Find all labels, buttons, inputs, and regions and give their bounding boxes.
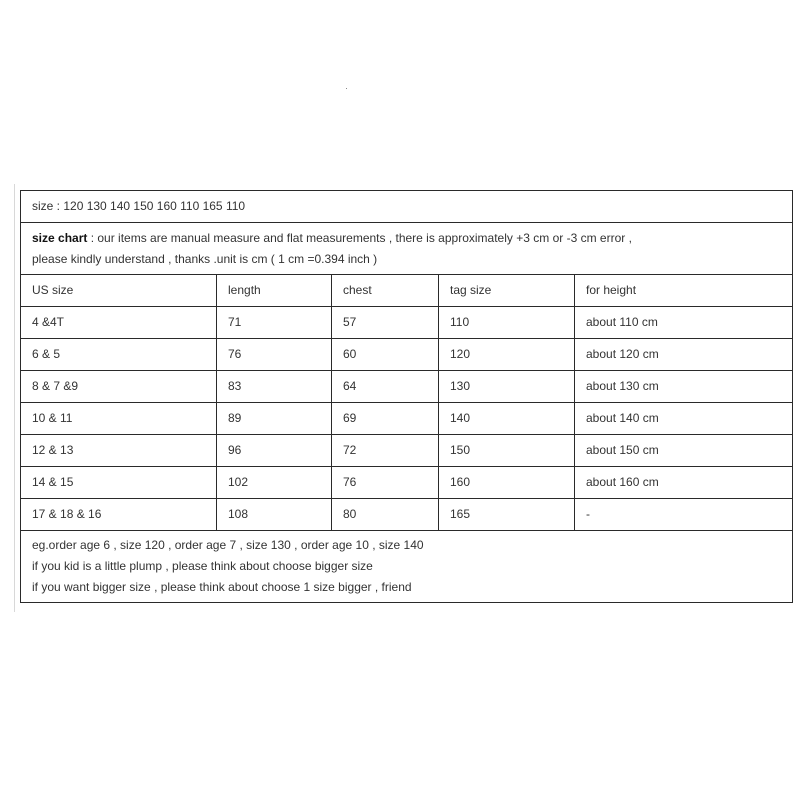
length-cell: 102 bbox=[217, 467, 332, 499]
size-chart-label: size chart bbox=[32, 230, 88, 245]
table-row bbox=[21, 467, 793, 499]
length-cell: 71 bbox=[217, 307, 332, 339]
tag-size-cell: 165 bbox=[439, 499, 575, 531]
footer-note-line: if you kid is a little plump , please think about choose bigger size bbox=[32, 559, 373, 573]
tag-size-cell: 160 bbox=[439, 467, 575, 499]
us-size-cell: 6 & 5 bbox=[21, 339, 217, 371]
us-size-cell: 14 & 15 bbox=[21, 467, 217, 499]
us-size-cell: 4 &4T bbox=[21, 307, 217, 339]
chest-cell: 69 bbox=[332, 403, 439, 435]
header-row bbox=[21, 275, 793, 307]
height-cell: about 150 cm bbox=[575, 435, 793, 467]
footer-note-line: if you want bigger size , please think about choose 1 size bigger , friend bbox=[32, 580, 412, 594]
height-cell: about 120 cm bbox=[575, 339, 793, 371]
us-size-cell: 12 & 13 bbox=[21, 435, 217, 467]
header-chest: chest bbox=[332, 275, 439, 307]
chest-cell: 57 bbox=[332, 307, 439, 339]
size-chart-note-line-1: : our items are manual measure and flat measurements , there is approximately +3 cm or -3 cm error , bbox=[87, 230, 632, 245]
size-chart-note bbox=[21, 223, 793, 275]
sizes-line: size : 120 130 140 150 160 110 165 110 bbox=[21, 191, 793, 223]
chest-cell: 80 bbox=[332, 499, 439, 531]
footer-notes bbox=[21, 531, 793, 603]
size-chart-note-row bbox=[21, 223, 793, 275]
size-chart-note-line-2: please kindly understand , thanks .unit is cm ( 1 cm =0.394 inch ) bbox=[32, 251, 378, 266]
footer-notes-row bbox=[21, 531, 793, 603]
us-size-cell: 10 & 11 bbox=[21, 403, 217, 435]
header-for-height: for height bbox=[575, 275, 793, 307]
header-us-size: US size bbox=[21, 275, 217, 307]
length-cell: 89 bbox=[217, 403, 332, 435]
chest-cell: 72 bbox=[332, 435, 439, 467]
height-cell: about 130 cm bbox=[575, 371, 793, 403]
tag-size-cell: 140 bbox=[439, 403, 575, 435]
length-cell: 108 bbox=[217, 499, 332, 531]
left-guide-line bbox=[14, 184, 15, 612]
table-row bbox=[21, 339, 793, 371]
height-cell: about 160 cm bbox=[575, 467, 793, 499]
tag-size-cell: 120 bbox=[439, 339, 575, 371]
tag-size-cell: 130 bbox=[439, 371, 575, 403]
height-cell: about 140 cm bbox=[575, 403, 793, 435]
header-length: length bbox=[217, 275, 332, 307]
chest-cell: 76 bbox=[332, 467, 439, 499]
stray-dot bbox=[346, 88, 347, 89]
tag-size-cell: 150 bbox=[439, 435, 575, 467]
table-row bbox=[21, 371, 793, 403]
chest-cell: 64 bbox=[332, 371, 439, 403]
footer-note-line: eg.order age 6 , size 120 , order age 7 , size 130 , order age 10 , size 140 bbox=[32, 538, 424, 552]
height-cell: - bbox=[575, 499, 793, 531]
us-size-cell: 8 & 7 &9 bbox=[21, 371, 217, 403]
size-chart-table bbox=[20, 190, 793, 603]
length-cell: 96 bbox=[217, 435, 332, 467]
table-row bbox=[21, 499, 793, 531]
length-cell: 83 bbox=[217, 371, 332, 403]
table-row bbox=[21, 403, 793, 435]
table-row bbox=[21, 307, 793, 339]
us-size-cell: 17 & 18 & 16 bbox=[21, 499, 217, 531]
header-tag-size: tag size bbox=[439, 275, 575, 307]
sizes-row bbox=[21, 191, 793, 223]
chest-cell: 60 bbox=[332, 339, 439, 371]
height-cell: about 110 cm bbox=[575, 307, 793, 339]
tag-size-cell: 110 bbox=[439, 307, 575, 339]
length-cell: 76 bbox=[217, 339, 332, 371]
table-row bbox=[21, 435, 793, 467]
